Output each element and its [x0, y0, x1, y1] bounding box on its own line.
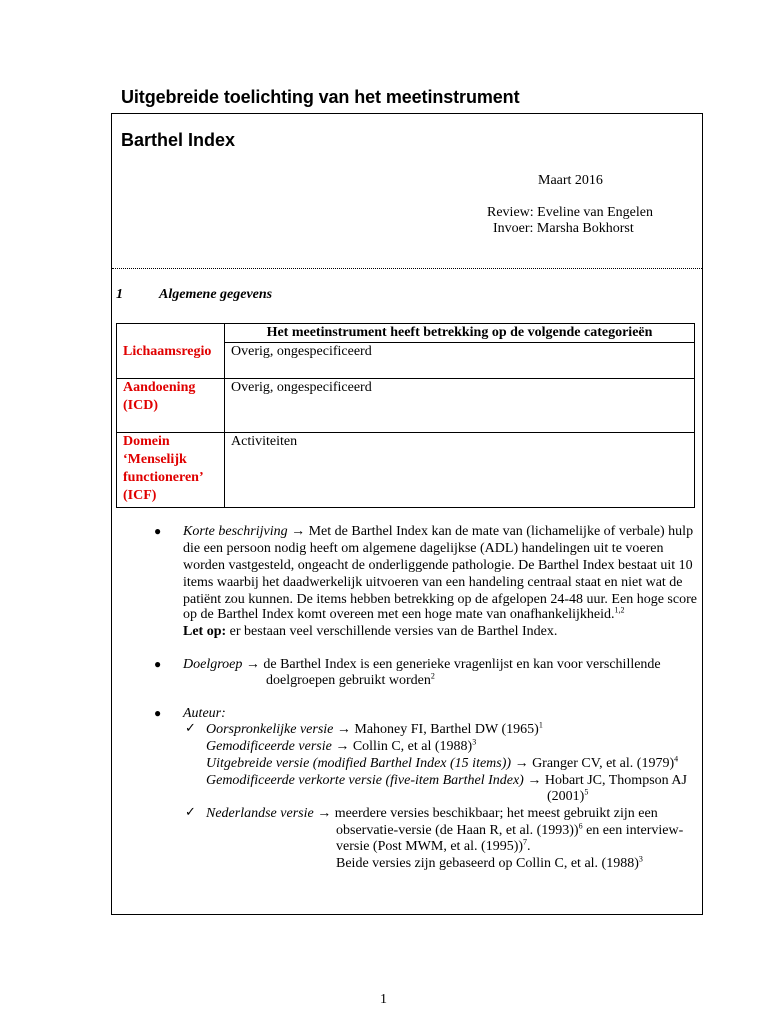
table-row [117, 379, 695, 433]
table-header: Het meetinstrument heeft betrekking op de volgende categorieën [225, 324, 695, 343]
korte-beschrijving-line-2: die een persoon nodig heeft om algemene dagelijkse (ADL) handelingen uit te voeren [183, 541, 664, 556]
oorspronkelijke-versie: Oorspronkelijke versie → Mahoney FI, Barthel DW $(1965)^1$ [206, 720, 543, 737]
invoer-line: Invoer: Marsha Bokhorst [493, 221, 634, 236]
nederlandse-versie-line-4: Beide versies zijn gebaseerd op Collin C, et al. $(1988)^3$ [336, 854, 643, 871]
nederlandse-versie-line-1: Nederlandse versie → meerdere versies beschikbaar; het meest gebruikt zijn een [206, 806, 658, 821]
row-label-lichaamsregio: Lichaamsregio [117, 343, 225, 379]
bullet-icon: ● [154, 524, 162, 538]
review-line: Review: Eveline van Engelen [487, 205, 653, 220]
section-number: 1 [116, 287, 123, 302]
table-row [117, 433, 695, 508]
document-date: Maart 2016 [538, 173, 603, 188]
category-table [116, 323, 695, 508]
doelgroep-line-2: doelgroepen gebruikt worden$^2$ [266, 671, 435, 688]
doelgroep-line-1: Doelgroep → de Barthel Index is een generieke vragenlijst en kan voor verschillende [183, 657, 661, 672]
bullet-icon: ● [154, 706, 162, 720]
korte-beschrijving-line-1: Korte beschrijving → Met de Barthel Index kan de mate van (lichamelijke of verbale) hulp [183, 524, 694, 539]
verkorte-versie-year: $(2001)^5$ [547, 787, 589, 804]
section-title: Algemene gegevens [159, 287, 273, 302]
page-number: 1 [380, 992, 387, 1007]
table-corner-cell [117, 324, 225, 343]
let-op-note: Let op: er bestaan veel verschillende versies van de Barthel Index. [183, 624, 558, 639]
row-value-domein: Activiteiten [225, 433, 695, 508]
checkmark-icon: ✓ [185, 721, 196, 736]
row-label-domein: Domein ‘Menselijk functioneren’ (ICF) [117, 433, 225, 508]
nederlandse-versie-line-3: versie (Post MWM, et al. (1995))$^7$. [336, 837, 531, 854]
checkmark-icon: ✓ [185, 805, 196, 820]
document-title: Uitgebreide toelichting van het meetinstrument [121, 87, 520, 107]
korte-beschrijving-line-6: op de Barthel Index komt overeen met een hoge mate van onafhankelijkheid.$^{1,2}$ [183, 605, 625, 622]
korte-beschrijving-line-5: patiënt zou kunnen. De items hebben betrekking op de afgelopen 24-48 uur. Een hoge score [183, 592, 697, 607]
bullet-icon: ● [154, 657, 162, 671]
verkorte-versie: Gemodificeerde verkorte versie (five-item Barthel Index) → Hobart JC, Thompson AJ [206, 773, 687, 788]
row-value-aandoening: Overig, ongespecificeerd [225, 379, 695, 433]
instrument-title: Barthel Index [121, 130, 236, 150]
row-value-lichaamsregio: Overig, ongespecificeerd [225, 343, 695, 379]
gemodificeerde-versie: Gemodificeerde versie → Collin C, et al $(1988)^3$ [206, 737, 477, 754]
nederlandse-versie-line-2: observatie-versie (de Haan R, et al. (1993))$^6$ en een interview- [336, 821, 684, 838]
auteur-label: Auteur: [183, 706, 226, 721]
korte-beschrijving-line-4: items waarbij het daadwerkelijk uitvoeren van een handeling centraal staat en niet wat de [183, 575, 683, 590]
korte-beschrijving-line-3: worden vastgesteld, ongeacht de onderliggende pathologie. De Barthel Index bestaat uit 10 [183, 558, 693, 573]
uitgebreide-versie: Uitgebreide versie (modified Barthel Index (15 items)) → Granger CV, et al. $(1979)^4$ [206, 754, 679, 771]
row-label-aandoening: Aandoening (ICD) [117, 379, 225, 433]
table-row [117, 343, 695, 379]
section-divider [112, 268, 702, 269]
